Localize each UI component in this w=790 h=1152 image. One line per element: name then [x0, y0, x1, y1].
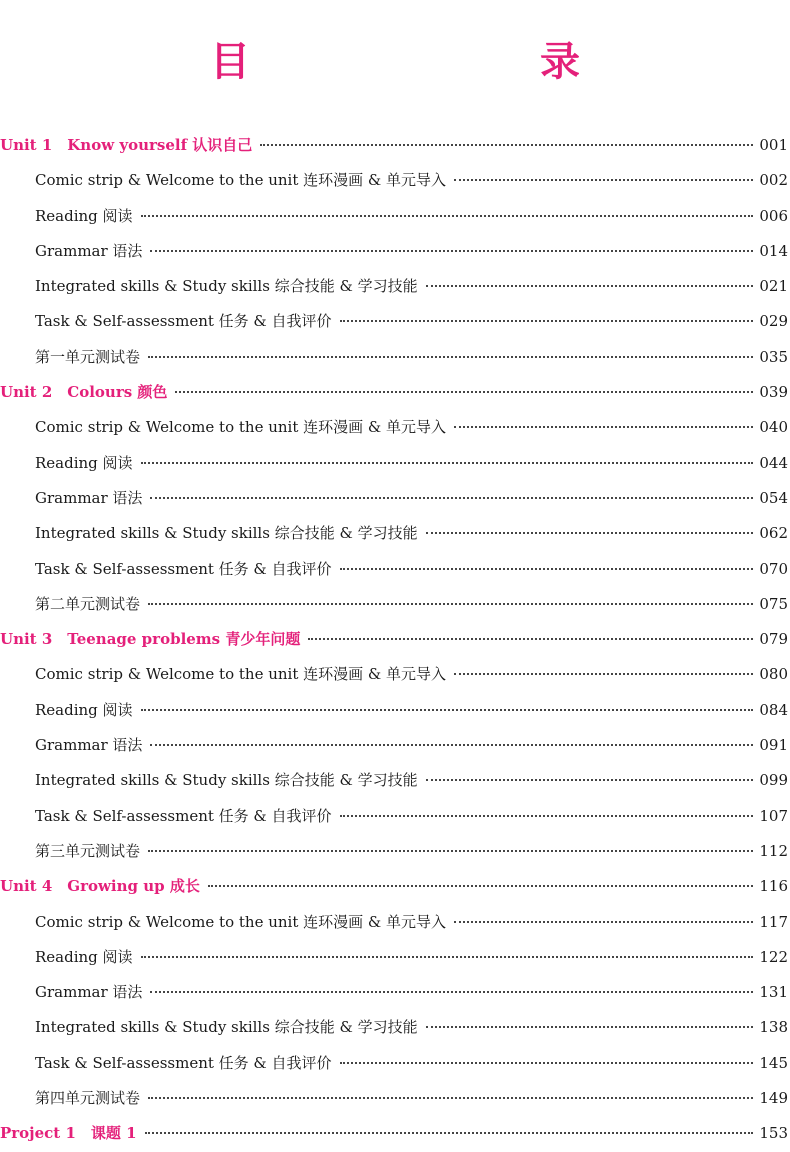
toc-entry-label: Grammar 语法 — [35, 983, 143, 1002]
toc-section-entry — [0, 552, 790, 587]
toc-entry-label: Integrated skills & Study skills 综合技能 & 学习技能 — [35, 771, 418, 790]
toc-page-number: 080 — [759, 665, 788, 684]
toc-entry-label: Comic strip & Welcome to the unit 连环漫画 & 单元导入 — [35, 171, 447, 190]
toc-page-number: 153 — [759, 1124, 788, 1143]
toc-entry-label: Unit 1 Know yourself 认识自己 — [0, 136, 253, 154]
dot-leader — [150, 744, 753, 746]
dot-leader — [141, 956, 754, 958]
dot-leader — [208, 885, 754, 887]
toc-entry-label: 第四单元测试卷 — [35, 1089, 141, 1108]
dot-leader — [308, 638, 753, 640]
toc-section-entry — [0, 763, 790, 798]
toc-section-entry — [0, 410, 790, 445]
toc-entry-label: 第一单元测试卷 — [35, 347, 141, 366]
toc-page-number: 112 — [759, 841, 788, 860]
toc-section-entry — [0, 199, 790, 234]
dot-leader — [426, 285, 754, 287]
dot-leader — [141, 462, 754, 464]
toc-entry-label: Reading 阅读 — [35, 700, 133, 719]
toc-section-entry — [0, 905, 790, 940]
toc-section-entry — [0, 516, 790, 551]
toc-page-number: 039 — [759, 383, 788, 402]
toc-page-number: 099 — [759, 771, 788, 790]
toc-section-entry — [0, 340, 790, 375]
toc-entry-label: Integrated skills & Study skills 综合技能 & 学习技能 — [35, 277, 418, 296]
toc-entry-label: Integrated skills & Study skills 综合技能 & 学习技能 — [35, 1018, 418, 1037]
dot-leader — [426, 779, 754, 781]
toc-section-entry — [0, 587, 790, 622]
toc-section-entry — [0, 1081, 790, 1116]
toc-section-entry — [0, 446, 790, 481]
toc-page-number: 070 — [759, 559, 788, 578]
dot-leader — [340, 815, 754, 817]
toc-section-entry — [0, 1046, 790, 1081]
dot-leader — [148, 850, 753, 852]
toc-section-entry — [0, 234, 790, 269]
toc-entry-label: Grammar 语法 — [35, 488, 143, 507]
toc-section-entry — [0, 693, 790, 728]
toc-page-number: 091 — [759, 736, 788, 755]
toc-page-number: 079 — [759, 630, 788, 649]
toc-entry-label: Task & Self-assessment 任务 & 自我评价 — [35, 559, 332, 578]
table-of-contents — [0, 128, 790, 1152]
toc-page-number: 014 — [759, 241, 788, 260]
toc-page-number: 084 — [759, 700, 788, 719]
toc-page-number: 122 — [759, 947, 788, 966]
dot-leader — [426, 532, 754, 534]
toc-unit-entry — [0, 375, 790, 410]
toc-page-number: 002 — [759, 171, 788, 190]
toc-page-number: 075 — [759, 594, 788, 613]
dot-leader — [340, 320, 754, 322]
page-title: 目 录 — [210, 39, 650, 85]
toc-entry-label: Task & Self-assessment 任务 & 自我评价 — [35, 312, 332, 331]
dot-leader — [150, 991, 753, 993]
toc-entry-label: 第三单元测试卷 — [35, 841, 141, 860]
toc-section-entry — [0, 481, 790, 516]
dot-leader — [340, 568, 754, 570]
dot-leader — [150, 497, 753, 499]
toc-page-number: 145 — [759, 1053, 788, 1072]
toc-unit-entry — [0, 622, 790, 657]
toc-page-number: 107 — [759, 806, 788, 825]
toc-entry-label: Reading 阅读 — [35, 453, 133, 472]
toc-page-number: 006 — [759, 206, 788, 225]
dot-leader — [175, 391, 753, 393]
toc-page-number: 044 — [759, 453, 788, 472]
toc-section-entry — [0, 728, 790, 763]
toc-section-entry — [0, 834, 790, 869]
toc-unit-entry — [0, 128, 790, 163]
toc-entry-label: Integrated skills & Study skills 综合技能 & 学习技能 — [35, 524, 418, 543]
dot-leader — [148, 603, 753, 605]
toc-section-entry — [0, 975, 790, 1010]
toc-section-entry — [0, 163, 790, 198]
toc-page-number: 149 — [759, 1089, 788, 1108]
dot-leader — [148, 356, 753, 358]
toc-section-entry — [0, 304, 790, 339]
toc-page-number: 062 — [759, 524, 788, 543]
toc-entry-label: Task & Self-assessment 任务 & 自我评价 — [35, 1053, 332, 1072]
toc-entry-label: 第二单元测试卷 — [35, 594, 141, 613]
toc-unit-entry — [0, 1116, 790, 1151]
dot-leader — [340, 1062, 754, 1064]
toc-entry-label: Unit 4 Growing up 成长 — [0, 877, 200, 896]
dot-leader — [145, 1132, 754, 1134]
toc-page-number: 001 — [759, 136, 788, 154]
toc-section-entry — [0, 1010, 790, 1045]
dot-leader — [454, 921, 753, 923]
toc-section-entry — [0, 940, 790, 975]
dot-leader — [141, 215, 754, 217]
dot-leader — [454, 673, 753, 675]
toc-entry-label: Grammar 语法 — [35, 736, 143, 755]
toc-entry-label: Reading 阅读 — [35, 206, 133, 225]
toc-page-number: 040 — [759, 418, 788, 437]
toc-entry-label: Comic strip & Welcome to the unit 连环漫画 & 单元导入 — [35, 912, 447, 931]
dot-leader — [260, 144, 753, 146]
dot-leader — [426, 1026, 754, 1028]
toc-page-number: 116 — [759, 877, 788, 896]
toc-section-entry — [0, 269, 790, 304]
toc-unit-entry — [0, 869, 790, 904]
toc-page-number: 138 — [759, 1018, 788, 1037]
toc-entry-label: Comic strip & Welcome to the unit 连环漫画 & 单元导入 — [35, 665, 447, 684]
toc-section-entry — [0, 657, 790, 692]
toc-entry-label: Project 1 课题 1 — [0, 1124, 137, 1143]
toc-section-entry — [0, 799, 790, 834]
toc-entry-label: Comic strip & Welcome to the unit 连环漫画 & 单元导入 — [35, 418, 447, 437]
dot-leader — [454, 426, 753, 428]
toc-page-number: 021 — [759, 277, 788, 296]
toc-entry-label: Unit 3 Teenage problems 青少年问题 — [0, 630, 301, 649]
toc-page-number: 029 — [759, 312, 788, 331]
toc-page-number: 131 — [759, 983, 788, 1002]
toc-entry-label: Unit 2 Colours 颜色 — [0, 383, 168, 402]
dot-leader — [150, 250, 753, 252]
toc-page-number: 117 — [759, 912, 788, 931]
toc-page-number: 035 — [759, 347, 788, 366]
dot-leader — [454, 179, 753, 181]
toc-entry-label: Reading 阅读 — [35, 947, 133, 966]
toc-page-number: 054 — [759, 488, 788, 507]
dot-leader — [141, 709, 754, 711]
toc-entry-label: Grammar 语法 — [35, 241, 143, 260]
dot-leader — [148, 1097, 753, 1099]
toc-entry-label: Task & Self-assessment 任务 & 自我评价 — [35, 806, 332, 825]
